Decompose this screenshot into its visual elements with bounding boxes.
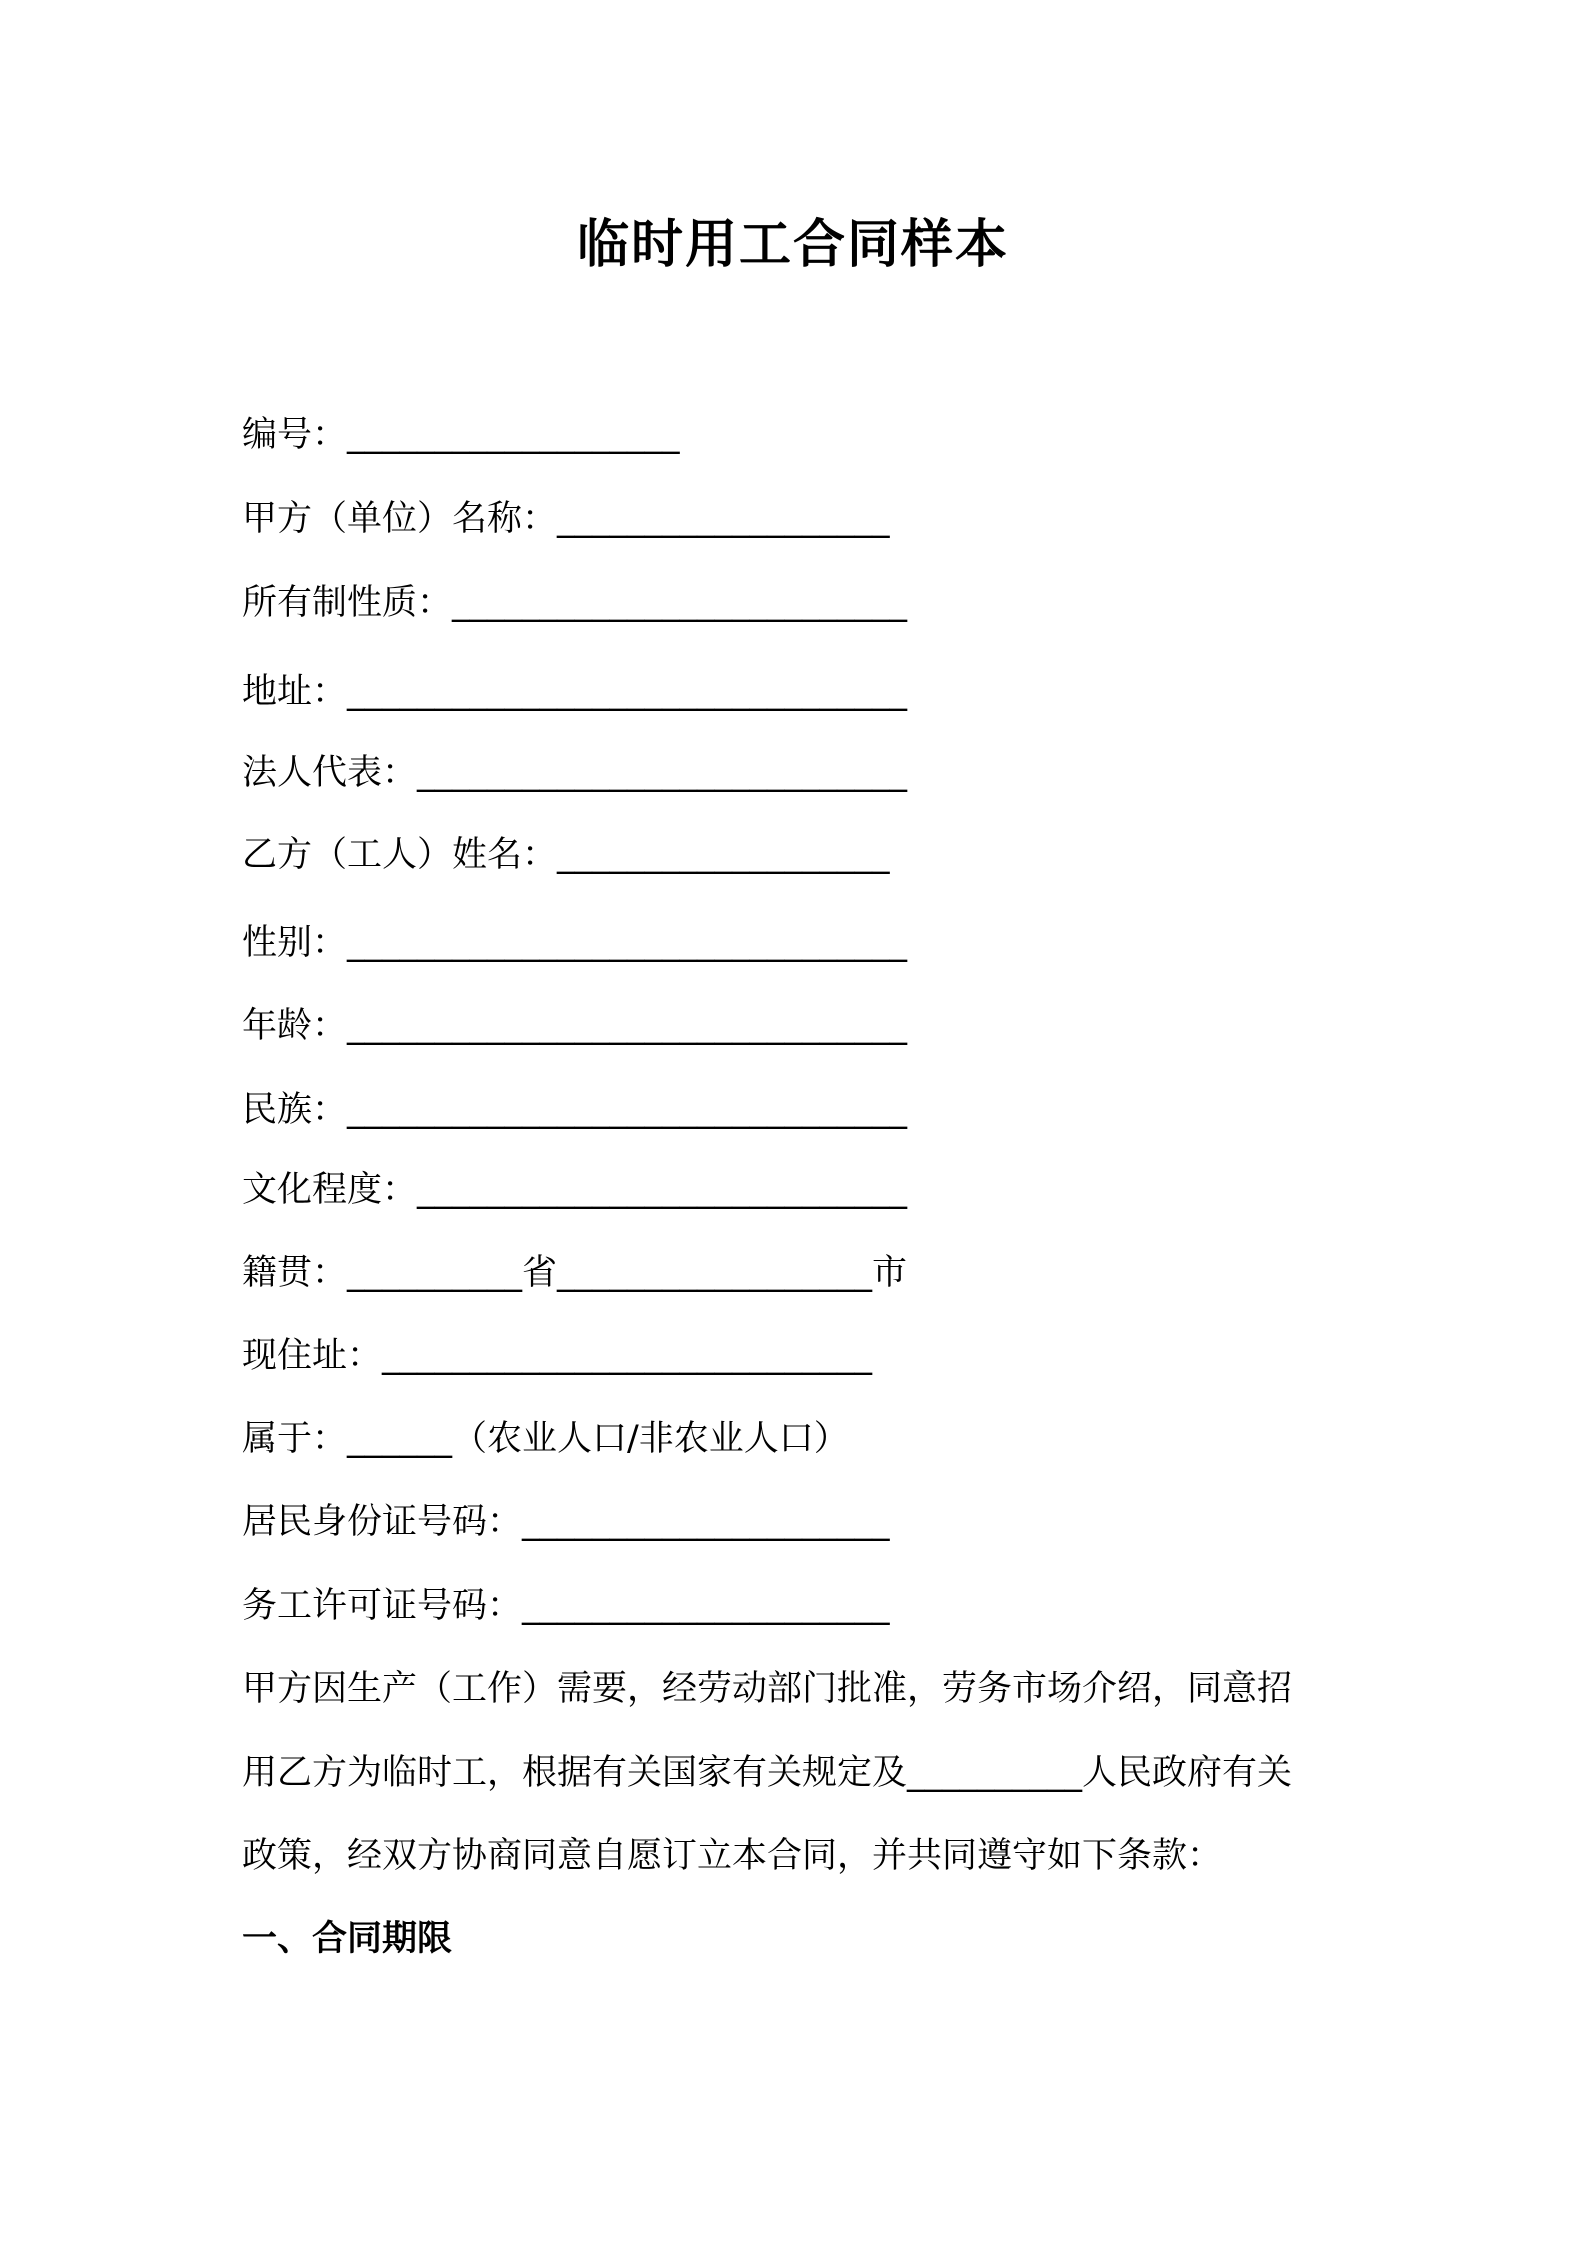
field-work-permit: 务工许可证号码：_____________________ [242,1586,890,1626]
field-gender: 性别：________________________________ [242,923,908,963]
field-id-number: 居民身份证号码：_____________________ [242,1502,890,1542]
field-number: 编号：___________________ [242,415,680,455]
intro-line-1: 甲方因生产（工作）需要，经劳动部门批准，劳务市场介绍，同意招 [242,1669,1293,1709]
field-ownership: 所有制性质：__________________________ [242,583,908,623]
field-party-a-name: 甲方（单位）名称：___________________ [242,499,890,539]
field-education: 文化程度：____________________________ [242,1170,908,1210]
intro-line-2: 用乙方为临时工，根据有关国家有关规定及__________人民政府有关 [242,1753,1293,1793]
field-current-address: 现住址：____________________________ [242,1336,873,1376]
field-party-b-name: 乙方（工人）姓名：___________________ [242,835,890,875]
field-age: 年龄：________________________________ [242,1006,908,1046]
intro-line-3: 政策，经双方协商同意自愿订立本合同，并共同遵守如下条款： [242,1836,1223,1876]
section-heading-contract-term: 一、合同期限 [242,1919,453,1959]
field-legal-rep: 法人代表：____________________________ [242,753,908,793]
field-ethnicity: 民族：________________________________ [242,1090,908,1130]
document-title: 临时用工合同样本 [576,215,1009,275]
field-belongs-to: 属于：______（农业人口/非农业人口） [242,1419,849,1459]
field-native-place: 籍贯：__________省__________________市 [242,1253,908,1293]
field-address: 地址：________________________________ [242,672,908,712]
